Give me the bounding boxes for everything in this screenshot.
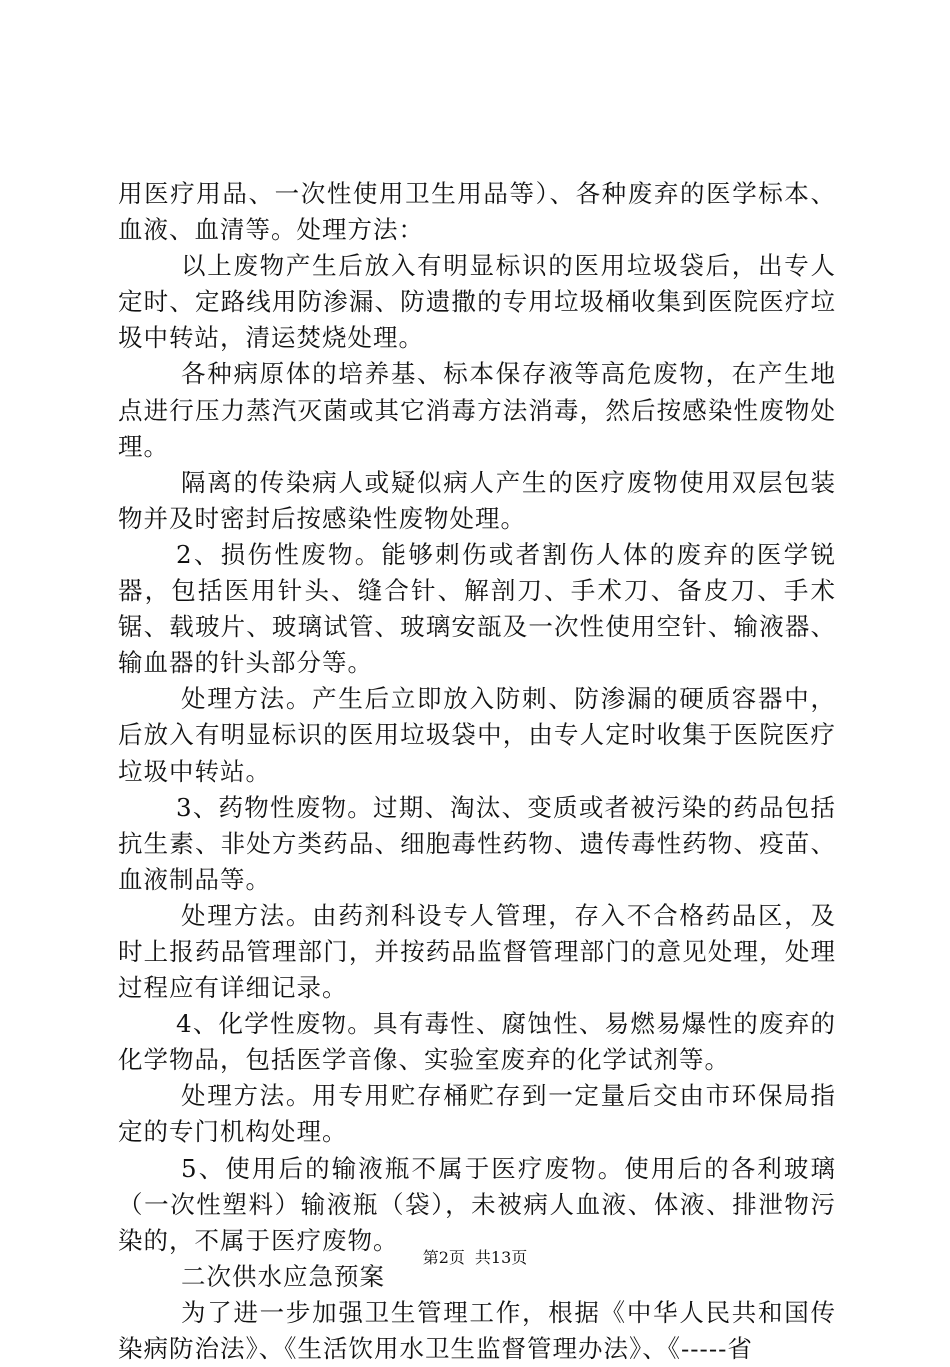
paragraph-disposal-2: 各种病原体的培养基、标本保存液等高危废物，在产生地点进行压力蒸汽灭菌或其它消毒方法消毒，然后按感染性废物处理。 — [118, 359, 836, 461]
section-heading: 二次供水应急预案 — [181, 1261, 385, 1291]
paragraph-item-3: 3、药物性废物。过期、淘汰、变质或者被污染的药品包括抗生素、非处方类药品、细胞毒性药物、遗传毒性药物、疫苗、血液制品等。 — [118, 792, 836, 894]
document-body — [118, 176, 836, 1367]
paragraph-item-3-method: 处理方法。由药剂科设专人管理，存入不合格药品区，及时上报药品管理部门，并按药品监督管理部门的意见处理，处理过程应有详细记录。 — [118, 900, 836, 1003]
page-footer — [0, 1245, 950, 1268]
page-number: 第2页 — [422, 1248, 465, 1267]
paragraph-item-5: 5、使用后的输液瓶不属于医疗废物。使用后的各利玻璃（一次性塑料）输液瓶（袋），未被病人血液、体液、排泄物污染的，不属于医疗废物。 — [118, 1153, 836, 1255]
paragraph-section-intro: 为了进一步加强卫生管理工作，根据《中华人民共和国传染病防治法》、《生活饮用水卫生监督管理办法》、《-----省 — [118, 1297, 836, 1363]
paragraph-item-2-method: 处理方法。产生后立即放入防刺、防渗漏的硬质容器中，后放入有明显标识的医用垃圾袋中，由专人定时收集于医院医疗垃圾中转站。 — [118, 684, 836, 786]
paragraph-item-2: 2、损伤性废物。能够刺伤或者割伤人体的废弃的医学锐器，包括医用针头、缝合针、解剖刀、手术刀、备皮刀、手术锯、载玻片、玻璃试管、玻璃安瓿及一次性使用空针、输液器、输血器的针头部分等。 — [118, 539, 836, 678]
paragraph-item-4: 4、化学性废物。具有毒性、腐蚀性、易燃易爆性的废弃的化学物品，包括医学音像、实验室废弃的化学试剂等。 — [118, 1009, 836, 1075]
page-total: 共13页 — [474, 1248, 528, 1267]
paragraph-disposal-1: 以上废物产生后放入有明显标识的医用垃圾袋后，出专人定时、定路线用防渗漏、防遗撒的专用垃圾桶收集到医院医疗垃圾中转站，清运焚烧处理。 — [118, 251, 836, 353]
paragraph-continuation: 用医疗用品、一次性使用卫生用品等）、各种废弃的医学标本、血液、血清等。处理方法： — [118, 179, 836, 245]
paragraph-disposal-3: 隔离的传染病人或疑似病人产生的医疗废物使用双层包装物并及时密封后按感染性废物处理。 — [118, 467, 836, 533]
paragraph-item-4-method: 处理方法。用专用贮存桶贮存到一定量后交由市环保局指定的专门机构处理。 — [118, 1081, 836, 1147]
